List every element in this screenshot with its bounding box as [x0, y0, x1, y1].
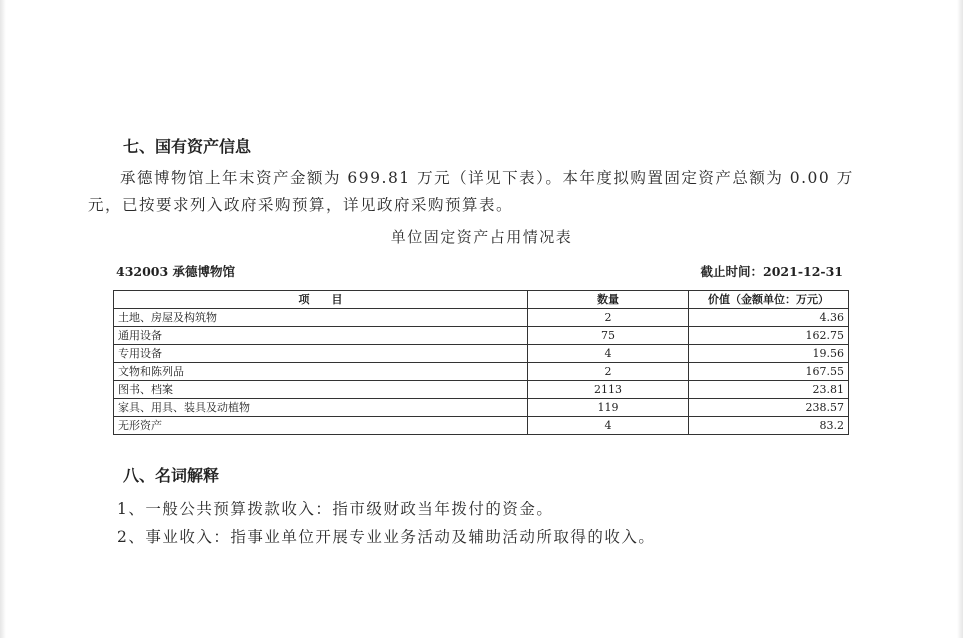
header-item: 项 目 — [114, 291, 528, 309]
glossary-item: 1、一般公共预算拨款收入：指市级财政当年拨付的资金。 — [117, 500, 554, 518]
cell-value: 167.55 — [689, 363, 849, 381]
page-edge-left — [0, 0, 6, 638]
cell-quantity: 119 — [528, 399, 689, 417]
cell-value: 19.56 — [689, 345, 849, 363]
glossary-item: 2、事业收入：指事业单位开展专业业务活动及辅助活动所取得的收入。 — [117, 528, 656, 546]
cell-item: 文物和陈列品 — [114, 363, 528, 381]
table-row — [114, 417, 849, 435]
unit-label: 432003 承德博物馆 — [116, 264, 236, 279]
section-heading-assets: 七、国有资产信息 — [123, 137, 252, 156]
cell-item: 无形资产 — [114, 417, 528, 435]
header-value: 价值（金额单位：万元） — [689, 291, 849, 309]
table-title: 单位固定资产占用情况表 — [390, 228, 573, 246]
page-edge-right — [957, 0, 963, 638]
header-quantity: 数量 — [528, 291, 689, 309]
cell-item: 专用设备 — [114, 345, 528, 363]
table-row — [114, 345, 849, 363]
fixed-assets-table — [113, 290, 849, 435]
cell-value: 4.36 — [689, 309, 849, 327]
table-row — [114, 363, 849, 381]
cell-quantity: 4 — [528, 345, 689, 363]
table-row — [114, 309, 849, 327]
cell-quantity: 2 — [528, 309, 689, 327]
cell-quantity: 4 — [528, 417, 689, 435]
table-row — [114, 381, 849, 399]
cell-quantity: 2113 — [528, 381, 689, 399]
table-header-row — [114, 291, 849, 309]
cell-value: 162.75 — [689, 327, 849, 345]
cell-item: 通用设备 — [114, 327, 528, 345]
cutoff-date-label: 截止时间：2021-12-31 — [700, 264, 843, 279]
section-heading-glossary: 八、名词解释 — [123, 466, 220, 485]
cell-value: 83.2 — [689, 417, 849, 435]
cell-value: 23.81 — [689, 381, 849, 399]
cell-item: 土地、房屋及构筑物 — [114, 309, 528, 327]
table-row — [114, 399, 849, 417]
table-row — [114, 327, 849, 345]
cell-item: 家具、用具、装具及动植物 — [114, 399, 528, 417]
cell-item: 图书、档案 — [114, 381, 528, 399]
assets-paragraph: 承德博物馆上年末资产金额为 699.81 万元（详见下表）。本年度拟购置固定资产总额为 0.00 万元，已按要求列入政府采购预算，详见政府采购预算表。 — [88, 169, 854, 214]
cell-quantity: 2 — [528, 363, 689, 381]
cell-value: 238.57 — [689, 399, 849, 417]
cell-quantity: 75 — [528, 327, 689, 345]
